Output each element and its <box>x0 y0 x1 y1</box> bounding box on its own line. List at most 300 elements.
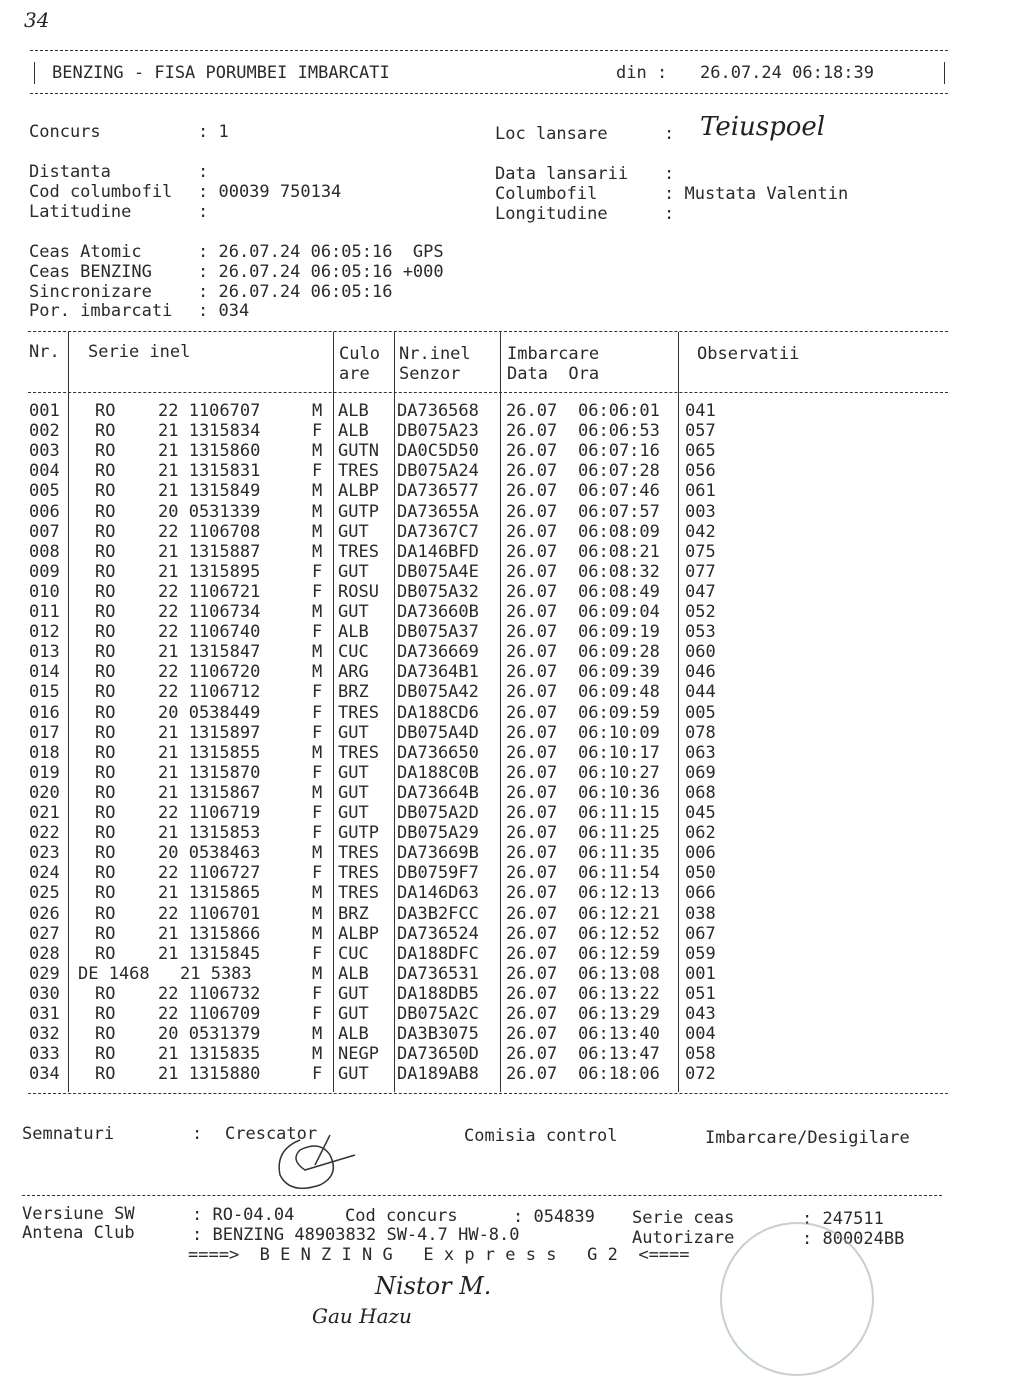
row-date: 26.07 <box>506 501 558 522</box>
row-time: 06:09:39 <box>578 662 660 683</box>
table-row <box>0 944 1024 964</box>
row-date: 26.07 <box>506 581 558 602</box>
row-nr: 008 <box>29 541 60 562</box>
row-sensor: DA736524 <box>397 923 479 944</box>
row-date: 26.07 <box>506 963 558 984</box>
row-time: 06:18:06 <box>578 1064 660 1085</box>
row-observatii: 043 <box>685 1004 716 1024</box>
row-sensor: DA3B3075 <box>397 1024 479 1045</box>
row-date: 26.07 <box>506 662 558 683</box>
row-observatii: 045 <box>685 803 716 823</box>
row-nr: 032 <box>29 1024 60 1045</box>
row-country: RO <box>95 1044 116 1065</box>
autorizare-value: : 800024BB <box>802 1229 905 1249</box>
row-color: ARG <box>338 662 369 683</box>
autorizare-label: Autorizare <box>632 1228 735 1248</box>
row-date: 26.07 <box>506 923 558 944</box>
row-time: 06:07:57 <box>578 501 660 522</box>
row-sex: M <box>312 642 323 663</box>
row-country: RO <box>95 401 116 421</box>
row-color: TRES <box>338 742 379 763</box>
row-color: GUT <box>338 782 369 803</box>
row-time: 06:07:46 <box>578 481 660 502</box>
row-nr: 033 <box>29 1044 60 1065</box>
row-country: RO <box>95 461 116 482</box>
page-title: BENZING - FISA PORUMBEI IMBARCATI <box>52 63 390 83</box>
row-country: RO <box>95 722 116 743</box>
row-time: 06:12:59 <box>578 943 660 964</box>
table-row <box>0 883 1024 903</box>
row-ring-number: 21 1315870 <box>158 762 261 783</box>
row-nr: 017 <box>29 722 60 743</box>
row-sex: F <box>312 461 323 482</box>
row-date: 26.07 <box>506 983 558 1004</box>
row-time: 06:11:35 <box>578 843 660 864</box>
row-observatii: 060 <box>685 642 716 663</box>
row-date: 26.07 <box>506 481 558 502</box>
row-time: 06:08:21 <box>578 541 660 562</box>
imbarcare-desigilare-label: Imbarcare/Desigilare <box>705 1128 910 1148</box>
row-sex: M <box>312 843 323 864</box>
row-ring-number: 22 1106721 <box>158 581 261 602</box>
row-date: 26.07 <box>506 1024 558 1045</box>
row-time: 06:08:32 <box>578 561 660 582</box>
data-lansarii-value: : <box>664 164 675 184</box>
row-sensor: DB075A4D <box>397 722 479 743</box>
row-sensor: DB075A23 <box>397 421 479 442</box>
row-time: 06:13:08 <box>578 963 660 984</box>
row-nr: 013 <box>29 642 60 663</box>
row-sex: M <box>312 501 323 522</box>
row-country: DE 1468 <box>78 963 150 984</box>
header-serie-inel: Serie inel <box>88 342 191 362</box>
row-color: TRES <box>338 702 379 723</box>
row-observatii: 067 <box>685 923 716 944</box>
row-time: 06:07:16 <box>578 441 660 462</box>
row-observatii: 075 <box>685 541 716 562</box>
row-time: 06:12:21 <box>578 903 660 924</box>
row-color: TRES <box>338 541 379 562</box>
row-date: 26.07 <box>506 843 558 864</box>
row-country: RO <box>95 602 116 622</box>
row-nr: 002 <box>29 421 60 442</box>
row-date: 26.07 <box>506 883 558 904</box>
row-color: GUT <box>338 561 369 582</box>
row-color: GUT <box>338 803 369 823</box>
row-country: RO <box>95 501 116 522</box>
row-sensor: DB075A37 <box>397 622 479 643</box>
row-sex: M <box>312 883 323 904</box>
table-row <box>0 441 1024 461</box>
print-date: 26.07.24 06:18:39 <box>700 63 874 83</box>
table-row <box>0 743 1024 763</box>
row-nr: 023 <box>29 843 60 864</box>
row-sensor: DA0C5D50 <box>397 441 479 462</box>
row-observatii: 059 <box>685 943 716 964</box>
row-color: TRES <box>338 461 379 482</box>
row-sex: M <box>312 401 323 421</box>
row-observatii: 063 <box>685 742 716 763</box>
row-color: ALB <box>338 401 369 421</box>
row-ring-number: 22 1106727 <box>158 863 261 884</box>
row-ring-number: 21 5383 <box>180 963 252 984</box>
row-color: ROSU <box>338 581 379 602</box>
row-date: 26.07 <box>506 903 558 924</box>
row-sensor: DA73664B <box>397 782 479 803</box>
row-color: GUT <box>338 983 369 1004</box>
row-sensor: DA188DB5 <box>397 983 479 1004</box>
row-country: RO <box>95 481 116 502</box>
row-sensor: DA7367C7 <box>397 521 479 542</box>
row-time: 06:09:48 <box>578 682 660 703</box>
row-time: 06:09:19 <box>578 622 660 643</box>
row-sensor: DB075A2C <box>397 1004 479 1024</box>
row-observatii: 072 <box>685 1064 716 1085</box>
row-ring-number: 20 0531339 <box>158 501 261 522</box>
row-country: RO <box>95 823 116 844</box>
row-country: RO <box>95 903 116 924</box>
row-observatii: 001 <box>685 963 716 984</box>
row-country: RO <box>95 883 116 904</box>
row-observatii: 062 <box>685 823 716 844</box>
row-nr: 028 <box>29 943 60 964</box>
row-observatii: 041 <box>685 401 716 421</box>
table-row <box>0 642 1024 662</box>
row-color: TRES <box>338 843 379 864</box>
row-sex: F <box>312 682 323 703</box>
row-date: 26.07 <box>506 461 558 482</box>
ceas-atomic-label: Ceas Atomic <box>29 242 142 262</box>
cod-concurs-label: Cod concurs <box>345 1206 458 1226</box>
ceas-atomic-value: : 26.07.24 06:05:16 GPS <box>198 242 444 262</box>
row-date: 26.07 <box>506 401 558 421</box>
table-row <box>0 522 1024 542</box>
row-nr: 021 <box>29 803 60 823</box>
header-bottom-border <box>30 93 948 94</box>
row-sensor: DA189AB8 <box>397 1064 479 1085</box>
table-row <box>0 1024 1024 1044</box>
distanta-label: Distanta <box>29 162 111 182</box>
columbofil-value: : Mustata Valentin <box>664 184 849 204</box>
distanta-value: : <box>198 162 209 182</box>
row-sex: F <box>312 1064 323 1085</box>
table-row <box>0 582 1024 602</box>
row-nr: 007 <box>29 521 60 542</box>
row-country: RO <box>95 662 116 683</box>
row-color: GUT <box>338 521 369 542</box>
table-row <box>0 1004 1024 1024</box>
row-sex: F <box>312 863 323 884</box>
row-country: RO <box>95 541 116 562</box>
row-country: RO <box>95 843 116 864</box>
row-color: GUTN <box>338 441 379 462</box>
row-observatii: 005 <box>685 702 716 723</box>
row-sex: F <box>312 622 323 643</box>
row-color: ALB <box>338 622 369 643</box>
row-ring-number: 21 1315880 <box>158 1064 261 1085</box>
row-ring-number: 22 1106720 <box>158 662 261 683</box>
row-date: 26.07 <box>506 622 558 643</box>
row-observatii: 066 <box>685 883 716 904</box>
row-date: 26.07 <box>506 1064 558 1085</box>
row-ring-number: 21 1315831 <box>158 461 261 482</box>
serie-ceas-value: : 247511 <box>802 1209 884 1229</box>
row-nr: 001 <box>29 401 60 421</box>
row-time: 06:10:09 <box>578 722 660 743</box>
row-color: GUT <box>338 1004 369 1024</box>
sincronizare-label: Sincronizare <box>29 282 152 302</box>
loc-lansare-handwritten: Teiuspoel <box>700 112 826 142</box>
row-ring-number: 21 1315895 <box>158 561 261 582</box>
table-row <box>0 401 1024 421</box>
header-left-border <box>34 62 35 84</box>
row-ring-number: 22 1106734 <box>158 602 261 622</box>
row-date: 26.07 <box>506 943 558 964</box>
row-ring-number: 20 0538449 <box>158 702 261 723</box>
row-sensor: DB075A32 <box>397 581 479 602</box>
table-row <box>0 823 1024 843</box>
row-observatii: 003 <box>685 501 716 522</box>
row-ring-number: 22 1106740 <box>158 622 261 643</box>
serie-ceas-label: Serie ceas <box>632 1208 735 1228</box>
cod-columbofil-value: : 00039 750134 <box>198 182 342 202</box>
row-ring-number: 21 1315897 <box>158 722 261 743</box>
row-sex: M <box>312 782 323 803</box>
row-sex: M <box>312 662 323 683</box>
row-country: RO <box>95 622 116 643</box>
row-ring-number: 22 1106712 <box>158 682 261 703</box>
row-sensor: DA188C0B <box>397 762 479 783</box>
row-ring-number: 21 1315867 <box>158 782 261 803</box>
club-stamp <box>720 1222 874 1376</box>
row-time: 06:07:28 <box>578 461 660 482</box>
row-date: 26.07 <box>506 782 558 803</box>
row-time: 06:09:04 <box>578 602 660 622</box>
row-sex: F <box>312 702 323 723</box>
row-nr: 009 <box>29 561 60 582</box>
row-sensor: DA736650 <box>397 742 479 763</box>
row-observatii: 061 <box>685 481 716 502</box>
row-time: 06:13:22 <box>578 983 660 1004</box>
cod-concurs-value: : 054839 <box>513 1207 595 1227</box>
longitudine-value: : <box>664 204 675 224</box>
table-row <box>0 622 1024 642</box>
row-sensor: DA146D63 <box>397 883 479 904</box>
row-country: RO <box>95 642 116 663</box>
row-nr: 010 <box>29 581 60 602</box>
row-sensor: DA73655A <box>397 501 479 522</box>
latitudine-value: : <box>198 202 209 222</box>
row-sensor: DA73669B <box>397 843 479 864</box>
por-imbarcati-value: : 034 <box>198 301 250 321</box>
row-sex: F <box>312 421 323 442</box>
row-sex: F <box>312 581 323 602</box>
row-sensor: DA73650D <box>397 1044 479 1065</box>
row-time: 06:09:28 <box>578 642 660 663</box>
row-color: ALB <box>338 963 369 984</box>
row-time: 06:13:29 <box>578 1004 660 1024</box>
row-observatii: 052 <box>685 602 716 622</box>
row-country: RO <box>95 441 116 462</box>
row-nr: 015 <box>29 682 60 703</box>
row-nr: 029 <box>29 963 60 984</box>
row-nr: 020 <box>29 782 60 803</box>
row-country: RO <box>95 702 116 723</box>
row-observatii: 069 <box>685 762 716 783</box>
row-nr: 011 <box>29 602 60 622</box>
row-nr: 003 <box>29 441 60 462</box>
columbofil-label: Columbofil <box>495 184 598 204</box>
row-time: 06:08:09 <box>578 521 660 542</box>
row-ring-number: 21 1315835 <box>158 1044 261 1065</box>
ceas-benzing-value: : 26.07.24 06:05:16 +000 <box>198 262 444 282</box>
row-observatii: 038 <box>685 903 716 924</box>
concurs-value: : 1 <box>198 122 229 142</box>
row-color: GUT <box>338 602 369 622</box>
data-lansarii-label: Data lansarii <box>495 164 629 184</box>
table-row <box>0 562 1024 582</box>
row-time: 06:10:36 <box>578 782 660 803</box>
semnaturi-label: Semnaturi <box>22 1124 115 1144</box>
row-sex: F <box>312 762 323 783</box>
row-color: GUT <box>338 762 369 783</box>
row-time: 06:06:01 <box>578 401 660 421</box>
row-observatii: 046 <box>685 662 716 683</box>
versiune-sw-label: Versiune SW <box>22 1204 135 1224</box>
row-sensor: DA73660B <box>397 602 479 622</box>
row-country: RO <box>95 1004 116 1024</box>
table-row <box>0 964 1024 984</box>
ceas-benzing-label: Ceas BENZING <box>29 262 152 282</box>
table-row <box>0 783 1024 803</box>
table-row <box>0 984 1024 1004</box>
table-row <box>0 602 1024 622</box>
table-bottom-border <box>28 1093 948 1094</box>
row-date: 26.07 <box>506 722 558 743</box>
row-sex: M <box>312 521 323 542</box>
row-observatii: 047 <box>685 581 716 602</box>
row-sex: F <box>312 983 323 1004</box>
margin-note: 34 <box>24 8 50 32</box>
row-time: 06:10:17 <box>578 742 660 763</box>
row-time: 06:08:49 <box>578 581 660 602</box>
row-color: BRZ <box>338 682 369 703</box>
row-nr: 025 <box>29 883 60 904</box>
row-observatii: 058 <box>685 1044 716 1065</box>
row-color: GUT <box>338 1064 369 1085</box>
row-nr: 004 <box>29 461 60 482</box>
row-nr: 022 <box>29 823 60 844</box>
row-sex: M <box>312 742 323 763</box>
header-senzor: Senzor <box>399 364 461 384</box>
row-color: ALB <box>338 421 369 442</box>
loc-lansare-label: Loc lansare <box>495 124 608 144</box>
row-country: RO <box>95 581 116 602</box>
row-sensor: DA188DFC <box>397 943 479 964</box>
row-nr: 006 <box>29 501 60 522</box>
row-ring-number: 22 1106719 <box>158 803 261 823</box>
row-observatii: 053 <box>685 622 716 643</box>
row-color: GUTP <box>338 823 379 844</box>
row-ring-number: 22 1106708 <box>158 521 261 542</box>
semnaturi-colon: : <box>192 1124 203 1144</box>
row-nr: 034 <box>29 1064 60 1085</box>
table-top-border <box>28 331 948 332</box>
row-sensor: DA736568 <box>397 401 479 421</box>
row-time: 06:11:54 <box>578 863 660 884</box>
row-ring-number: 22 1106707 <box>158 401 261 421</box>
longitudine-label: Longitudine <box>495 204 608 224</box>
handwritten-name-2: Gau Hazu <box>312 1304 412 1328</box>
row-observatii: 051 <box>685 983 716 1004</box>
row-sex: M <box>312 441 323 462</box>
row-sex: M <box>312 963 323 984</box>
row-ring-number: 20 0531379 <box>158 1024 261 1045</box>
table-row <box>0 662 1024 682</box>
row-sensor: DA736577 <box>397 481 479 502</box>
concurs-label: Concurs <box>29 122 101 142</box>
table-row <box>0 502 1024 522</box>
row-time: 06:13:40 <box>578 1024 660 1045</box>
row-country: RO <box>95 863 116 884</box>
row-nr: 012 <box>29 622 60 643</box>
header-imbarcare: Imbarcare <box>507 344 600 364</box>
row-color: TRES <box>338 883 379 904</box>
row-color: NEGP <box>338 1044 379 1065</box>
row-date: 26.07 <box>506 541 558 562</box>
row-observatii: 042 <box>685 521 716 542</box>
latitudine-label: Latitudine <box>29 202 132 222</box>
row-sex: M <box>312 903 323 924</box>
table-row <box>0 421 1024 441</box>
table-row <box>0 723 1024 743</box>
row-date: 26.07 <box>506 561 558 582</box>
versiune-sw-value: : RO-04.04 <box>192 1205 295 1225</box>
row-sensor: DA7364B1 <box>397 662 479 683</box>
row-country: RO <box>95 742 116 763</box>
row-country: RO <box>95 762 116 783</box>
row-ring-number: 21 1315834 <box>158 421 261 442</box>
row-sensor: DA188CD6 <box>397 702 479 723</box>
row-color: ALBP <box>338 481 379 502</box>
row-color: ALB <box>338 1024 369 1045</box>
row-sex: M <box>312 1024 323 1045</box>
row-time: 06:06:53 <box>578 421 660 442</box>
row-time: 06:13:47 <box>578 1044 660 1065</box>
antena-club-value: : BENZING 48903832 SW-4.7 HW-8.0 <box>192 1225 520 1245</box>
header-nr: Nr. <box>29 342 60 362</box>
row-ring-number: 21 1315860 <box>158 441 261 462</box>
row-country: RO <box>95 983 116 1004</box>
table-row <box>0 481 1024 501</box>
row-ring-number: 22 1106709 <box>158 1004 261 1024</box>
row-date: 26.07 <box>506 863 558 884</box>
row-date: 26.07 <box>506 702 558 723</box>
row-nr: 016 <box>29 702 60 723</box>
row-sensor: DA3B2FCC <box>397 903 479 924</box>
row-sex: M <box>312 923 323 944</box>
row-nr: 027 <box>29 923 60 944</box>
row-color: GUT <box>338 722 369 743</box>
row-country: RO <box>95 1064 116 1085</box>
row-sensor: DB075A29 <box>397 823 479 844</box>
row-ring-number: 21 1315853 <box>158 823 261 844</box>
row-sex: F <box>312 722 323 743</box>
crescator-signature <box>260 1130 370 1200</box>
row-nr: 018 <box>29 742 60 763</box>
header-culoare-1: Culo <box>339 344 380 364</box>
row-sex: F <box>312 823 323 844</box>
